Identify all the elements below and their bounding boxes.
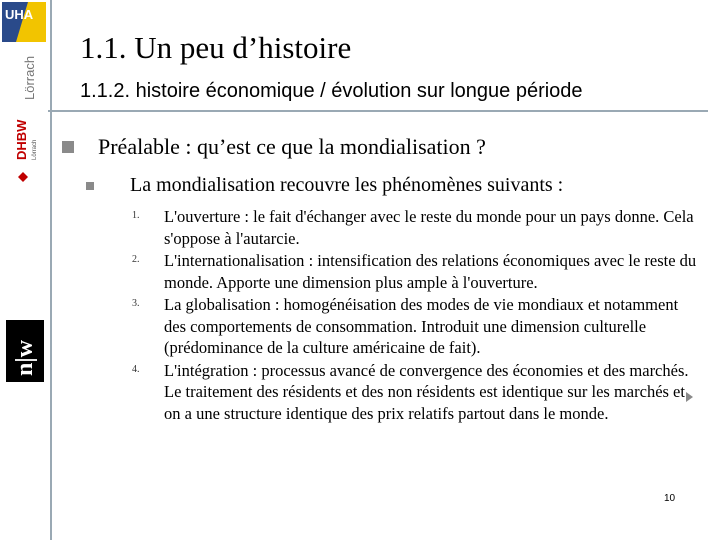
sidebar-divider (50, 0, 52, 540)
list-item (132, 360, 697, 425)
numbered-list (132, 206, 697, 425)
slide-title: 1.1. Un peu d’histoire (80, 30, 352, 65)
square-bullet-icon (86, 182, 94, 190)
main-bullet-text: Préalable : qu’est ce que la mondialisation ? (98, 134, 486, 159)
slide-subtitle: 1.1.2. histoire économique / évolution sur longue période (80, 80, 583, 102)
list-item-text: : processus avancé de convergence des économies et des marchés. Le traitement des résidents et des non résidents est identique sur les marchés et on a une structure identique des prix relatifs partout dans le monde. (164, 360, 689, 423)
list-item-text: : homogénéisation des modes de vie mondiaux et notamment des comportements de consommation. Introduit une dimension culturelle (prédominance de la culture américaine de fait). (164, 295, 679, 357)
nw-logo-text: n|w (12, 340, 38, 376)
nw-logo (6, 320, 44, 382)
list-item-number: 4. (132, 363, 140, 375)
list-item-text: : le fait d'échanger avec le reste du monde pour un pays donne. Cela s'oppose à l'autarcie. (164, 207, 694, 248)
sub-bullet-text: La mondialisation recouvre les phénomènes suivants : (130, 174, 564, 196)
list-item (132, 206, 697, 249)
dhbw-logo: DHBW (14, 119, 29, 160)
list-item-term: La globalisation (164, 295, 271, 314)
red-diamond-icon (18, 172, 28, 182)
sidebar-logos (0, 0, 50, 540)
square-bullet-icon (62, 141, 74, 153)
page-number: 10 (664, 493, 676, 504)
header-divider (48, 110, 708, 112)
triangle-marker-icon (686, 392, 693, 402)
list-item-term: L'intégration (164, 360, 249, 380)
list-item (132, 250, 697, 293)
list-item-number: 3. (132, 298, 140, 309)
lorrach-label: Lörrach (22, 55, 37, 100)
list-item (132, 294, 697, 359)
uha-logo (2, 2, 46, 42)
list-item-number: 1. (132, 210, 140, 221)
list-item-term: L'internationalisation (164, 251, 305, 270)
uha-logo-text: UHA (5, 7, 34, 22)
list-item-number: 2. (132, 254, 140, 265)
dhbw-logo-sub: Lörrach (32, 139, 38, 160)
list-item-text: : intensification des relations économiques avec le reste du monde. Apporte une dimension plus ample à l'ouverture. (164, 251, 697, 292)
list-item-term: L'ouverture (164, 207, 241, 226)
